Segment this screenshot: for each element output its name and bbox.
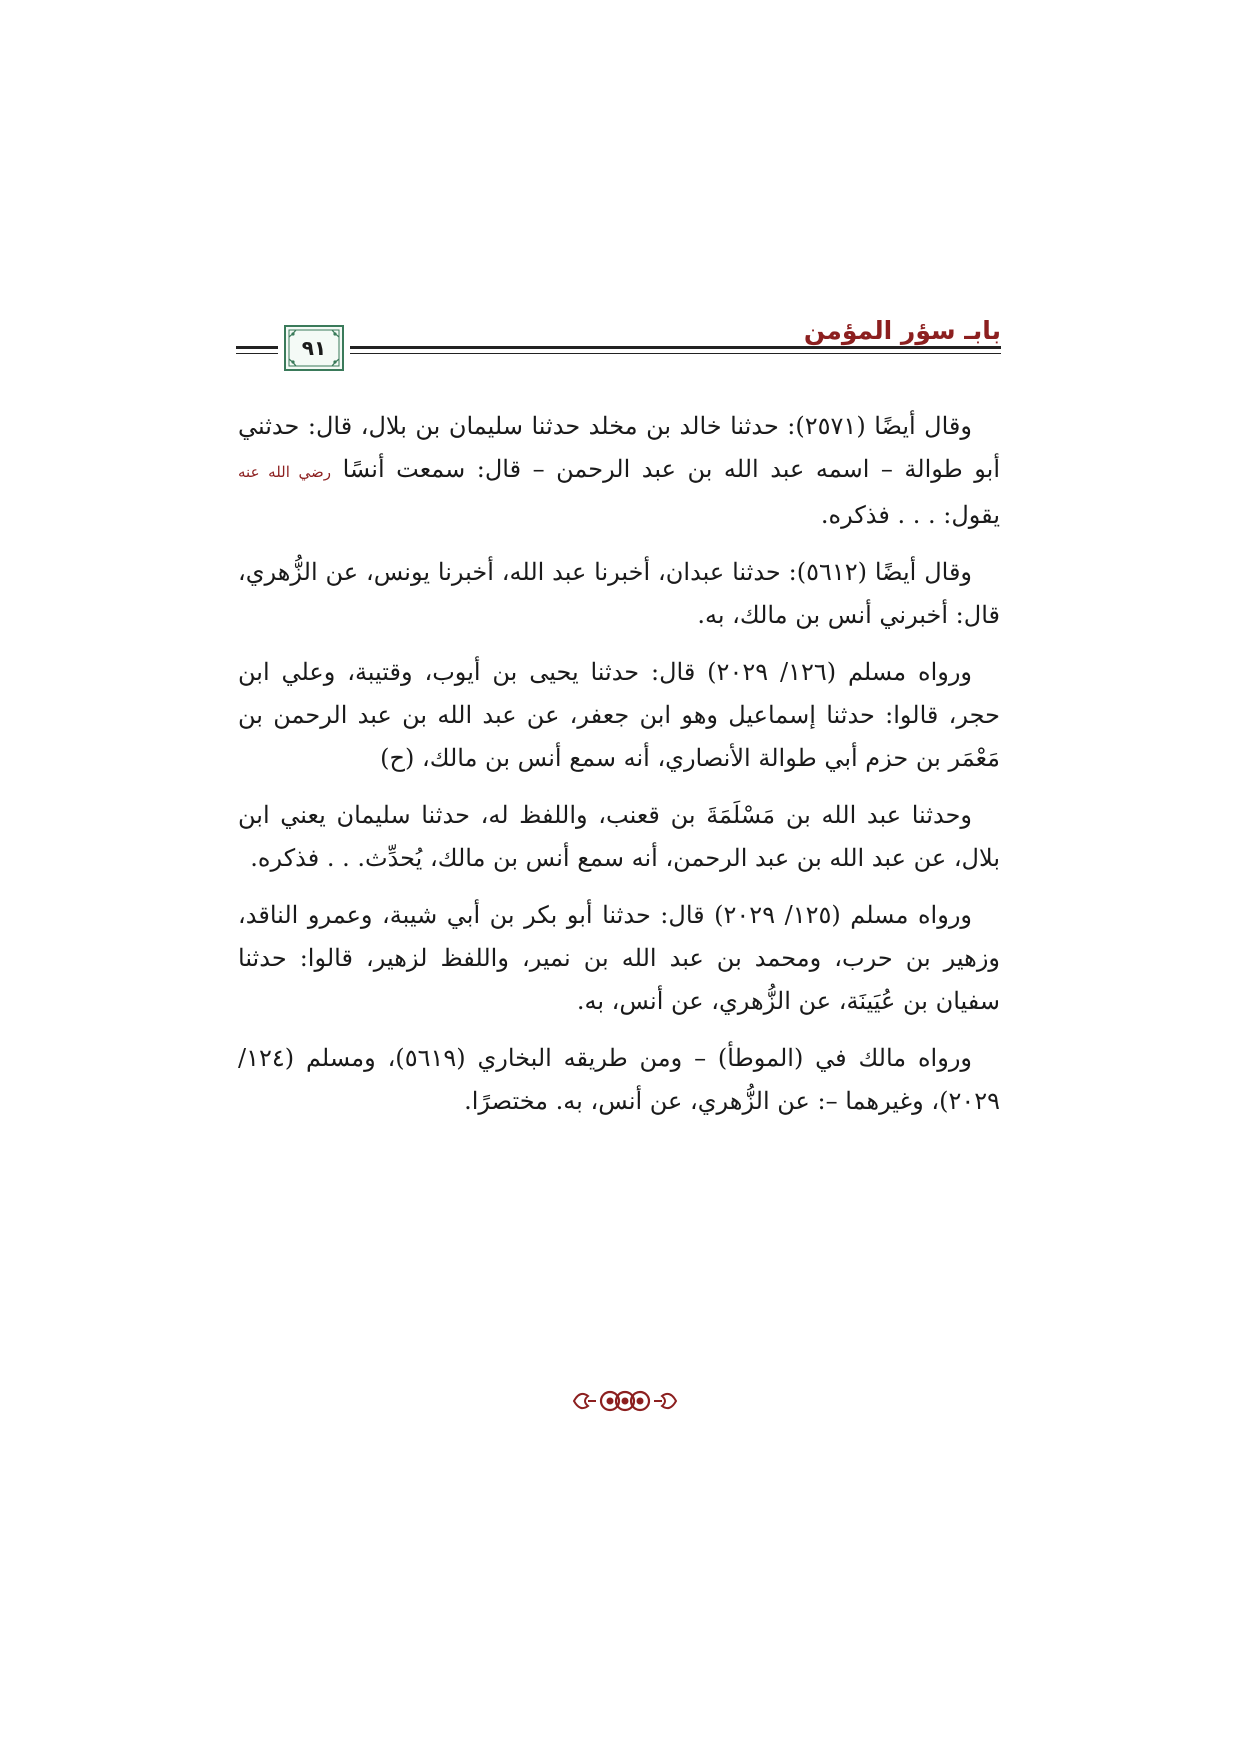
paragraph-1-text-after: يقول: . . . فذكره. <box>820 501 1000 529</box>
chapter-title: بابـ سؤر المؤمن <box>803 316 1001 345</box>
floral-divider-icon <box>570 1384 680 1418</box>
header-rule-left <box>236 346 278 349</box>
header-rule-left-thin <box>236 353 278 354</box>
body-text <box>238 405 1000 1137</box>
page-number: ٩١ <box>301 336 327 360</box>
paragraph-5: ورواه مسلم (١٢٥/ ٢٠٢٩) قال: حدثنا أبو بكر بن أبي شيبة، وعمرو الناقد، وزهير بن حرب، ومحمد بن عبد الله بن نمير، واللفظ لزهير، قالوا: حدثنا سفيان بن عُيَينَة، عن الزُّهري، عن أنس، به. <box>238 901 1000 1015</box>
paragraph-2: وقال أيضًا (٥٦١٢): حدثنا عبدان، أخبرنا عبد الله، أخبرنا يونس، عن الزُّهري، قال: أخبرني أنس بن مالك، به. <box>238 558 1000 629</box>
header-rule-right <box>350 346 1001 349</box>
honorific-mark: رضي الله عنه <box>238 463 332 481</box>
paragraph-1-text: وقال أيضًا (٢٥٧١): حدثنا خالد بن مخلد حدثنا سليمان بن بلال، قال: حدثني أبو طوالة – اسمه عبد الله بن عبد الرحمن – قال: سمعت أنسًا <box>238 412 1000 483</box>
header-rule-right-thin <box>350 353 1001 354</box>
page-header <box>236 312 1001 384</box>
paragraph-3: ورواه مسلم (١٢٦/ ٢٠٢٩) قال: حدثنا يحيى بن أيوب، وقتيبة، وعلي ابن حجر، قالوا: حدثنا إسماعيل وهو ابن جعفر، عن عبد الله بن عبد الرحمن بن مَعْمَر بن حزم أبي طوالة الأنصاري، أنه سمع أنس بن مالك، (ح) <box>238 658 1000 772</box>
paragraph-1 <box>238 405 1000 537</box>
page-number-badge <box>284 325 344 371</box>
paragraph-4: وحدثنا عبد الله بن مَسْلَمَةَ بن قعنب، واللفظ له، حدثنا سليمان يعني ابن بلال، عن عبد الله بن عبد الرحمن، أنه سمع أنس بن مالك، يُحدِّث. . . فذكره. <box>238 801 1000 872</box>
paragraph-6: ورواه مالك في (الموطأ) – ومن طريقه البخاري (٥٦١٩)، ومسلم (١٢٤/ ٢٠٢٩)، وغيرهما –: عن الزُّهري، عن أنس، به. مختصرًا. <box>238 1044 1000 1115</box>
